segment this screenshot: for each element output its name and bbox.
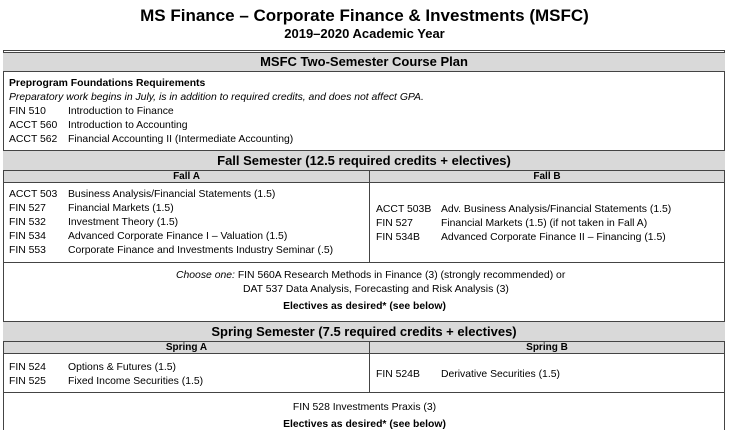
fall-b-label: Fall B	[370, 171, 724, 183]
course-title: Introduction to Finance	[68, 106, 174, 117]
spring-a-label: Spring A	[4, 342, 369, 354]
praxis-course: FIN 528 Investments Praxis (3)	[292, 402, 437, 413]
preprogram-note: Preparatory work begins in July, is in addition to required credits, and does not affect GPA.	[9, 92, 424, 103]
course-code: ACCT 503B	[376, 204, 432, 215]
course-code: FIN 553	[9, 245, 46, 256]
course-code: FIN 534B	[376, 232, 420, 243]
preprogram-heading: Preprogram Foundations Requirements	[9, 78, 206, 89]
spring-semester-heading: Spring Semester (7.5 required credits + electives)	[3, 321, 725, 342]
course-code: FIN 532	[9, 217, 46, 228]
row-divider	[4, 392, 724, 393]
course-title: Adv. Business Analysis/Financial Statements (1.5)	[441, 204, 672, 215]
fall-electives-note: Electives as desired* (see below)	[283, 301, 446, 312]
course-title: Financial Accounting II (Intermediate Accounting)	[68, 134, 294, 145]
course-title: Advanced Corporate Finance II – Financing (1.5)	[441, 232, 666, 243]
spring-electives-note: Electives as desired* (see below)	[283, 419, 446, 430]
fall-semester-heading: Fall Semester (12.5 required credits + electives)	[3, 150, 725, 171]
column-divider	[369, 171, 370, 262]
column-divider	[369, 342, 370, 392]
course-code: FIN 527	[9, 203, 46, 214]
course-code: FIN 524B	[376, 369, 420, 380]
course-code: ACCT 503	[9, 189, 58, 200]
course-title: Introduction to Accounting	[68, 120, 188, 131]
course-title: Advanced Corporate Finance I – Valuation (1.5)	[68, 231, 288, 242]
course-title: Fixed Income Securities (1.5)	[68, 376, 204, 387]
spring-b-label: Spring B	[370, 342, 724, 354]
choose-option-1: FIN 560A Research Methods in Finance (3) (strongly recommended) or	[237, 270, 566, 281]
course-title: Corporate Finance and Investments Industry Seminar (.5)	[68, 245, 334, 256]
course-code: ACCT 562	[9, 134, 58, 145]
course-code: ACCT 560	[9, 120, 58, 131]
course-title: Derivative Securities (1.5)	[441, 369, 560, 380]
course-title: Options & Futures (1.5)	[68, 362, 176, 373]
choose-one-label: Choose one:	[176, 270, 235, 281]
academic-year: 2019–2020 Academic Year	[284, 26, 445, 41]
course-title: Financial Markets (1.5) (if not taken in Fall A)	[441, 218, 648, 229]
row-divider	[4, 262, 724, 263]
choose-option-2: DAT 537 Data Analysis, Forecasting and Risk Analysis (3)	[243, 284, 509, 295]
course-code: FIN 527	[376, 218, 413, 229]
document-title: MS Finance – Corporate Finance & Investments (MSFC)	[140, 6, 589, 25]
course-code: FIN 525	[9, 376, 46, 387]
course-plan-heading: MSFC Two-Semester Course Plan	[3, 52, 725, 72]
fall-a-label: Fall A	[4, 171, 369, 183]
course-title: Investment Theory (1.5)	[68, 217, 179, 228]
course-code: FIN 534	[9, 231, 46, 242]
course-code: FIN 524	[9, 362, 46, 373]
course-title: Business Analysis/Financial Statements (1.5)	[68, 189, 276, 200]
course-code: FIN 510	[9, 106, 46, 117]
choose-one-row	[176, 269, 565, 282]
course-title: Financial Markets (1.5)	[68, 203, 174, 214]
